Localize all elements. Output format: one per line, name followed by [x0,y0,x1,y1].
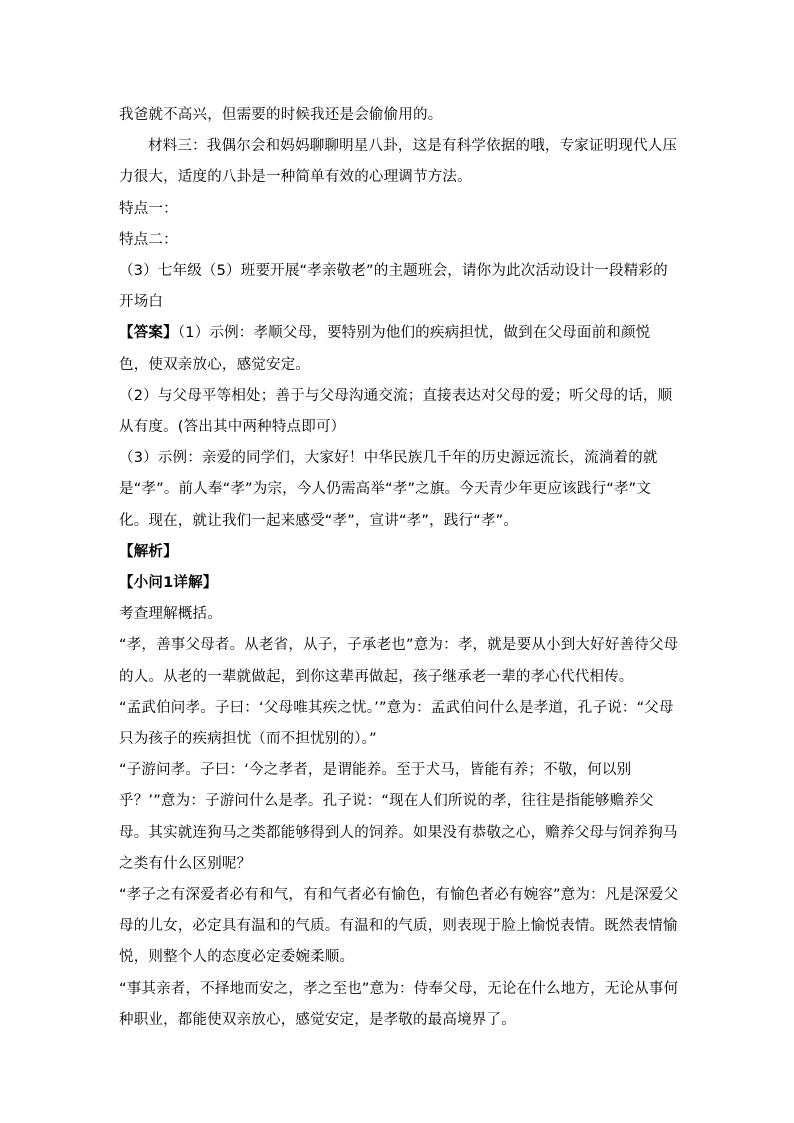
feature-one-blank: 特点一： [119,200,178,217]
answer-2: （2）与父母平等相处；善于与父母沟通交流；直接表达对父母的爱；听父母的话，顺从有度。(答出其中两种特点即可） [119,387,673,436]
answer-block [119,318,679,380]
analysis-line-3: “孟武伯问孝。子曰：‘父母唯其疾之忧。’”意为：孟武伯问什么是孝道，孔子说：“父母只为孩子的疾病担忧（而不担忧别的）。” [119,699,674,748]
analysis-line-6: “事其亲者，不择地而安之，孝之至也”意为：侍奉父母，无论在什么地方，无论从事何种职业，都能使双亲放心，感觉安定，是孝敬的最高境界了。 [119,980,679,1028]
material-two-tail: 我爸就不高兴，但需要的时候我还是会偷偷用的。 [119,107,443,123]
analysis-label: 【解析】 [119,543,178,560]
document-body [119,100,679,1036]
analysis-line-5: “孝子之有深爱者必有和气，有和气者必有愉色，有愉色者必有婉容”意为：凡是深爱父母的儿女，必定具有温和的气质。有温和的气质，则表现于脸上愉悦表情。既然表情愉悦，则整个人的态度必定委婉柔顺。 [119,887,679,966]
sub-question-1-label: 【小问1详解】 [119,575,218,592]
answer-label: 【答案】 [119,325,178,342]
analysis-line-1: 考查理解概括。 [119,606,222,623]
feature-two-blank: 特点二： [119,231,178,248]
question-3: （3）七年级（5）班要开展“孝亲敬老”的主题班会，请你为此次活动设计一段精彩的开场白 [119,263,668,311]
analysis-line-4: “子游问孝。子曰：‘今之孝者，是谓能养。至于犬马，皆能有养；不敬，何以别乎？’”意为：子游问什么是孝。孔子说：“现在人们所说的孝，往往是指能够赡养父母。其实就连狗马之类都能够得到人的饲养。如果没有恭敬之心，赡养父母与饲养狗马之类有什么区别呢？ [119,762,678,872]
answer-3: （3）示例：亲爱的同学们，大家好！中华民族几千年的历史源远流长，流淌着的就是“孝”。前人奉“孝”为宗，今人仍需高举“孝”之旗。今天青少年更应该践行“孝”文化。现在，就让我们一起来感受“孝”，宣讲“孝”，践行“孝”。 [119,450,658,529]
answer-1: （1）示例：孝顺父母，要特别为他们的疾病担忧，做到在父母面前和颜悦色，使双亲放心，感觉安定。 [119,325,651,373]
analysis-line-2: “孝，善事父母者。从老省，从子，子承老也”意为：孝，就是要从小到大好好善待父母的人。从老的一辈就做起，到你这辈再做起，孩子继承老一辈的孝心代代相传。 [119,637,679,685]
material-three: 材料三：我偶尔会和妈妈聊聊明星八卦，这是有科学依据的哦，专家证明现代人压力很大，适度的八卦是一种简单有效的心理调节方法。 [119,138,678,186]
